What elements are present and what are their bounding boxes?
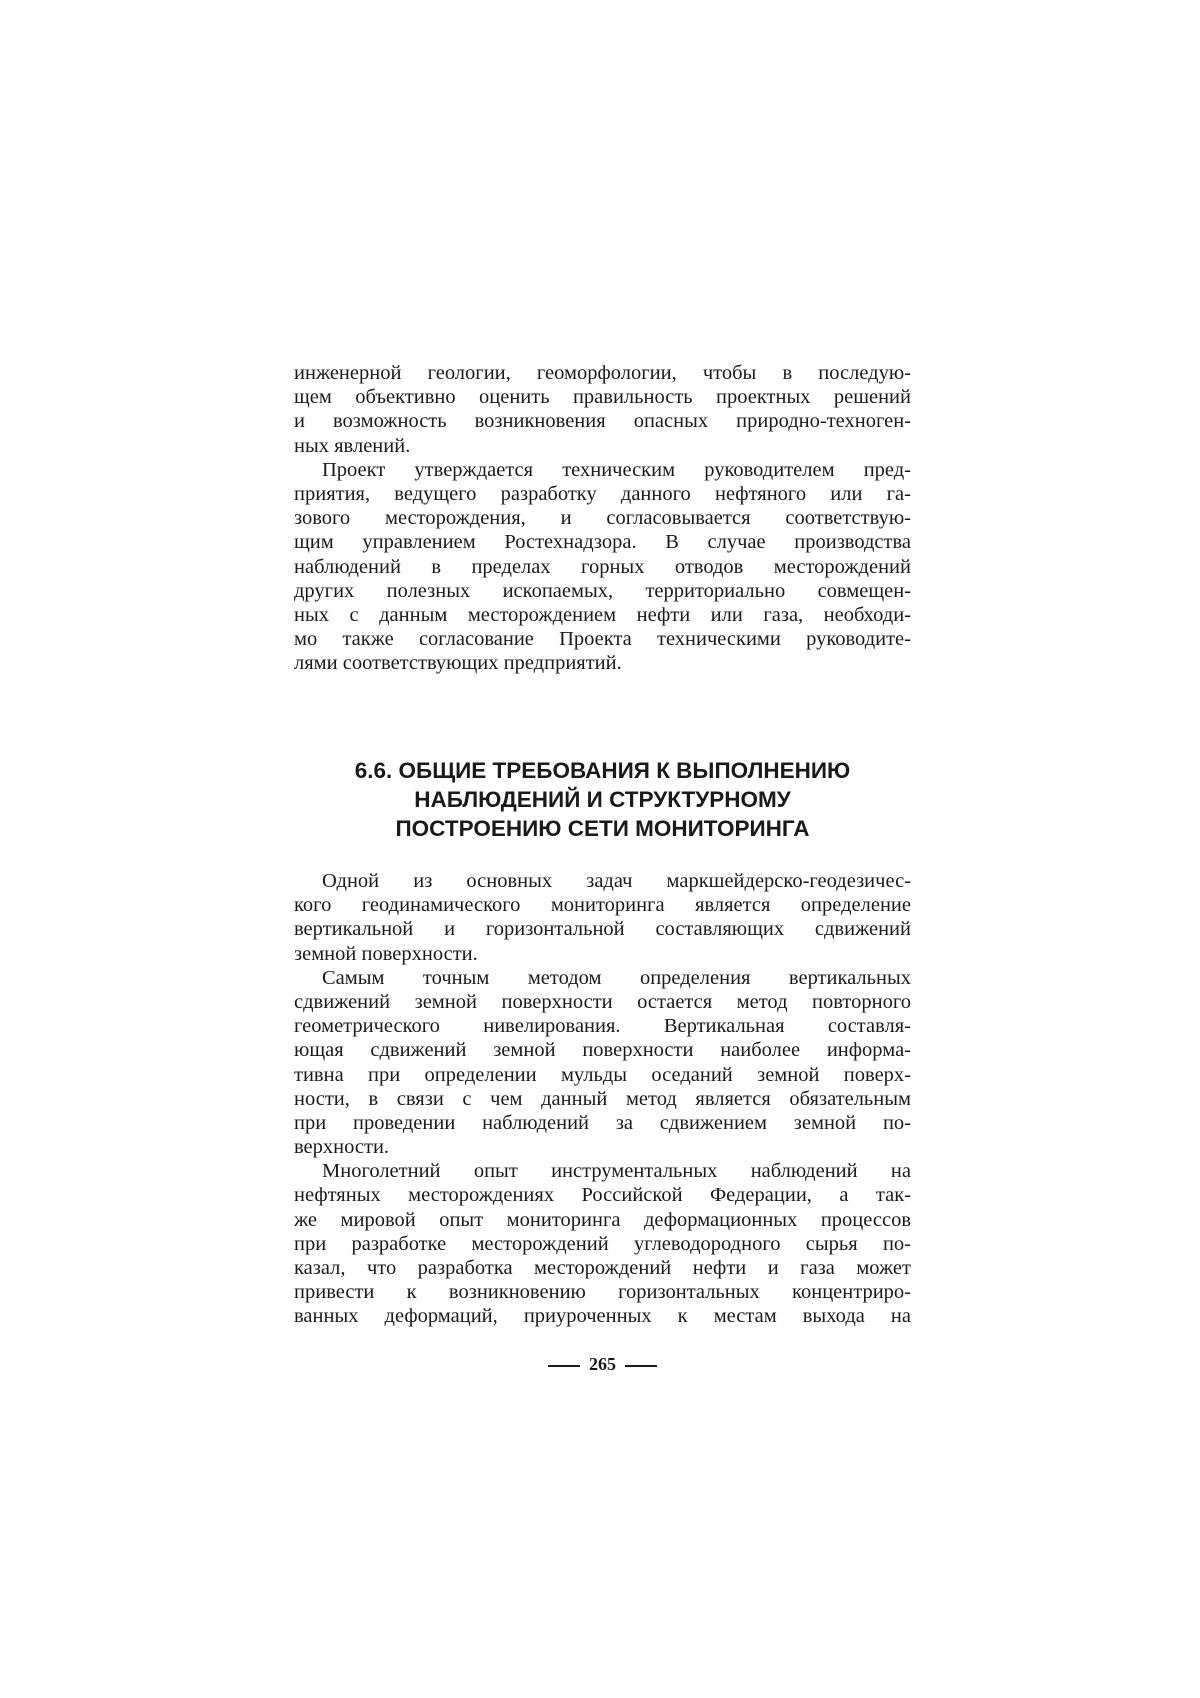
heading-line: НАБЛЮДЕНИЙ И СТРУКТУРНОМУ (294, 785, 911, 814)
text-line: ющая сдвижений земной поверхности наиболее информа- (294, 1038, 911, 1062)
bottom-text-block (294, 869, 911, 1329)
text-line: Проект утверждается техническим руководителем пред- (294, 458, 911, 482)
text-line: ности, в связи с чем данный метод является обязательным (294, 1087, 911, 1111)
text-line: лями соответствующих предприятий. (294, 651, 911, 675)
text-line: кого геодинамического мониторинга является определение (294, 893, 911, 917)
heading-line: 6.6. ОБЩИЕ ТРЕБОВАНИЯ К ВЫПОЛНЕНИЮ (294, 756, 911, 785)
text-line: щем объективно оценить правильность проектных решений (294, 385, 911, 409)
text-line: земной поверхности. (294, 942, 911, 966)
text-line: приятия, ведущего разработку данного нефтяного или га- (294, 482, 911, 506)
folio-dash-right (625, 1365, 657, 1367)
text-line: сдвижений земной поверхности остается метод повторного (294, 990, 911, 1014)
text-line: наблюдений в пределах горных отводов месторождений (294, 555, 911, 579)
heading-line: ПОСТРОЕНИЮ СЕТИ МОНИТОРИНГА (294, 814, 911, 843)
text-line: тивна при определении мульды оседаний земной поверх- (294, 1063, 911, 1087)
text-line: нефтяных месторождениях Российской Федерации, а так- (294, 1183, 911, 1207)
text-line: Одной из основных задач маркшейдерско-геодезичес- (294, 869, 911, 893)
text-line: и возможность возникновения опасных природно-техноген- (294, 409, 911, 433)
text-line: при проведении наблюдений за сдвижением земной по- (294, 1111, 911, 1135)
paragraph (294, 361, 911, 458)
text-line: казал, что разработка месторождений нефти и газа может (294, 1256, 911, 1280)
text-line: ных явлений. (294, 434, 911, 458)
text-line: инженерной геологии, геоморфологии, чтобы в последую- (294, 361, 911, 385)
paragraph (294, 966, 911, 1160)
text-line: при разработке месторождений углеводородного сырья по- (294, 1232, 911, 1256)
text-line: Самым точным методом определения вертикальных (294, 966, 911, 990)
paragraph (294, 1159, 911, 1328)
text-line: ванных деформаций, приуроченных к местам выхода на (294, 1304, 911, 1328)
page-number (294, 1352, 911, 1376)
text-line: других полезных ископаемых, территориально совмещен- (294, 579, 911, 603)
text-line: мо также согласование Проекта техническими руководите- (294, 627, 911, 651)
text-line: геометрического нивелирования. Вертикальная составля- (294, 1014, 911, 1038)
page-number-value: 265 (589, 1354, 616, 1374)
paragraph (294, 458, 911, 676)
top-text-block (294, 361, 911, 675)
text-line: привести к возникновению горизонтальных концентриро- (294, 1280, 911, 1304)
text-line: вертикальной и горизонтальной составляющих сдвижений (294, 917, 911, 941)
text-line: ных с данным месторождением нефти или газа, необходи- (294, 603, 911, 627)
text-line: щим управлением Ростехнадзора. В случае производства (294, 530, 911, 554)
text-line: зового месторождения, и согласовывается соответствую- (294, 506, 911, 530)
folio-dash-left (548, 1365, 580, 1367)
text-line: верхности. (294, 1135, 911, 1159)
text-line: Многолетний опыт инструментальных наблюдений на (294, 1159, 911, 1183)
paragraph (294, 869, 911, 966)
text-line: же мировой опыт мониторинга деформационных процессов (294, 1208, 911, 1232)
section-heading (294, 756, 911, 843)
